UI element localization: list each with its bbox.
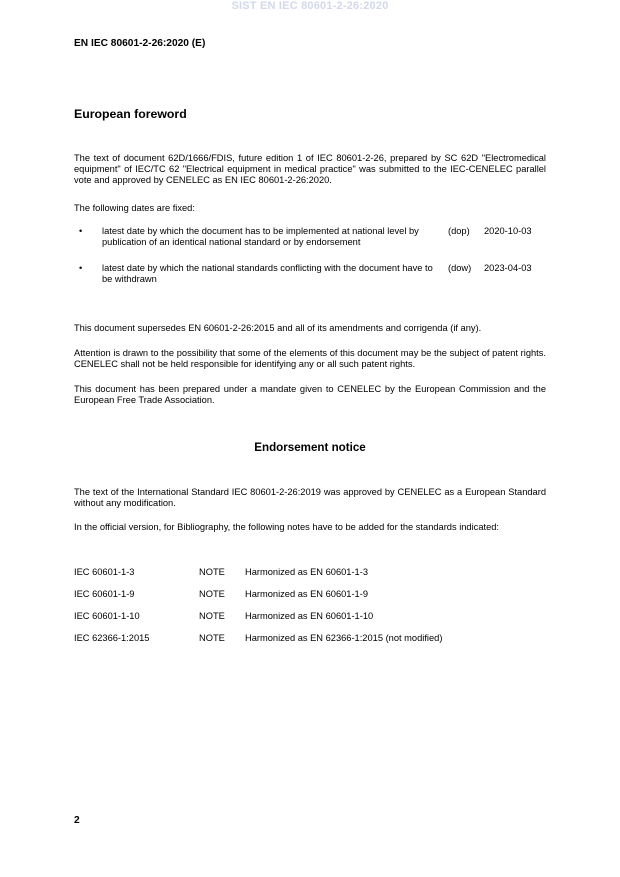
note-label: NOTE xyxy=(199,611,225,621)
note-standard: IEC 60601-1-10 xyxy=(74,611,140,621)
bibliography-note-row xyxy=(74,611,546,623)
bibliography-note-row xyxy=(74,567,546,579)
date-item-date: 2020-10-03 xyxy=(484,226,532,236)
note-standard: IEC 62366-1:2015 xyxy=(74,633,150,643)
watermark: SIST EN IEC 80601-2-26:2020 xyxy=(231,0,389,12)
bibliography-intro: In the official version, for Bibliography, the following notes have to be added for the standards indicated: xyxy=(74,522,499,532)
date-item-dow xyxy=(74,263,546,289)
foreword-intro: The text of document 62D/1666/FDIS, future edition 1 of IEC 80601-2-26, prepared by SC 62D "Electromedical equipment" of IEC/TC 62 "Electrical equipment in medical practice" was submitted to the IEC-CENELEC parallel vote and approved by CENELEC as EN IEC 80601-2-26:2020. xyxy=(74,153,546,186)
supersedes-text: This document supersedes EN 60601-2-26:2015 and all of its amendments and corrigenda (if any). xyxy=(74,323,482,333)
bibliography-note-row xyxy=(74,589,546,601)
patent-attention-text: Attention is drawn to the possibility that some of the elements of this document may be the subject of patent rights. CENELEC shall not be held responsible for identifying any or all such patent rights. xyxy=(74,348,546,370)
date-item-abbr: (dow) xyxy=(448,263,472,273)
date-item-text: latest date by which the document has to be implemented at national level by publication of an identical national standard or by endorsement xyxy=(102,226,419,248)
endorsement-text: The text of the International Standard IEC 80601-2-26:2019 was approved by CENELEC as a European Standard without any modification. xyxy=(74,487,546,509)
note-label: NOTE xyxy=(199,633,225,643)
note-text: Harmonized as EN 62366-1:2015 (not modified) xyxy=(245,633,443,643)
page-number: 2 xyxy=(74,815,80,826)
mandate-text: This document has been prepared under a mandate given to CENELEC by the European Commission and the European Free Trade Association. xyxy=(74,384,546,406)
date-item-date: 2023-04-03 xyxy=(484,263,532,273)
document-id: EN IEC 80601-2-26:2020 (E) xyxy=(74,38,206,49)
date-item-dop xyxy=(74,226,546,252)
note-text: Harmonized as EN 60601-1-9 xyxy=(245,589,368,599)
note-standard: IEC 60601-1-3 xyxy=(74,567,135,577)
dates-intro: The following dates are fixed: xyxy=(74,203,195,213)
bullet-icon: • xyxy=(79,226,83,236)
note-label: NOTE xyxy=(199,567,225,577)
endorsement-heading: Endorsement notice xyxy=(254,441,366,454)
note-text: Harmonized as EN 60601-1-10 xyxy=(245,611,374,621)
foreword-heading: European foreword xyxy=(74,107,187,121)
note-text: Harmonized as EN 60601-1-3 xyxy=(245,567,368,577)
note-label: NOTE xyxy=(199,589,225,599)
bibliography-note-row xyxy=(74,633,546,645)
note-standard: IEC 60601-1-9 xyxy=(74,589,135,599)
bullet-icon: • xyxy=(79,263,83,273)
date-item-text: latest date by which the national standards conflicting with the document have to be withdrawn xyxy=(102,263,433,285)
date-item-abbr: (dop) xyxy=(448,226,470,236)
